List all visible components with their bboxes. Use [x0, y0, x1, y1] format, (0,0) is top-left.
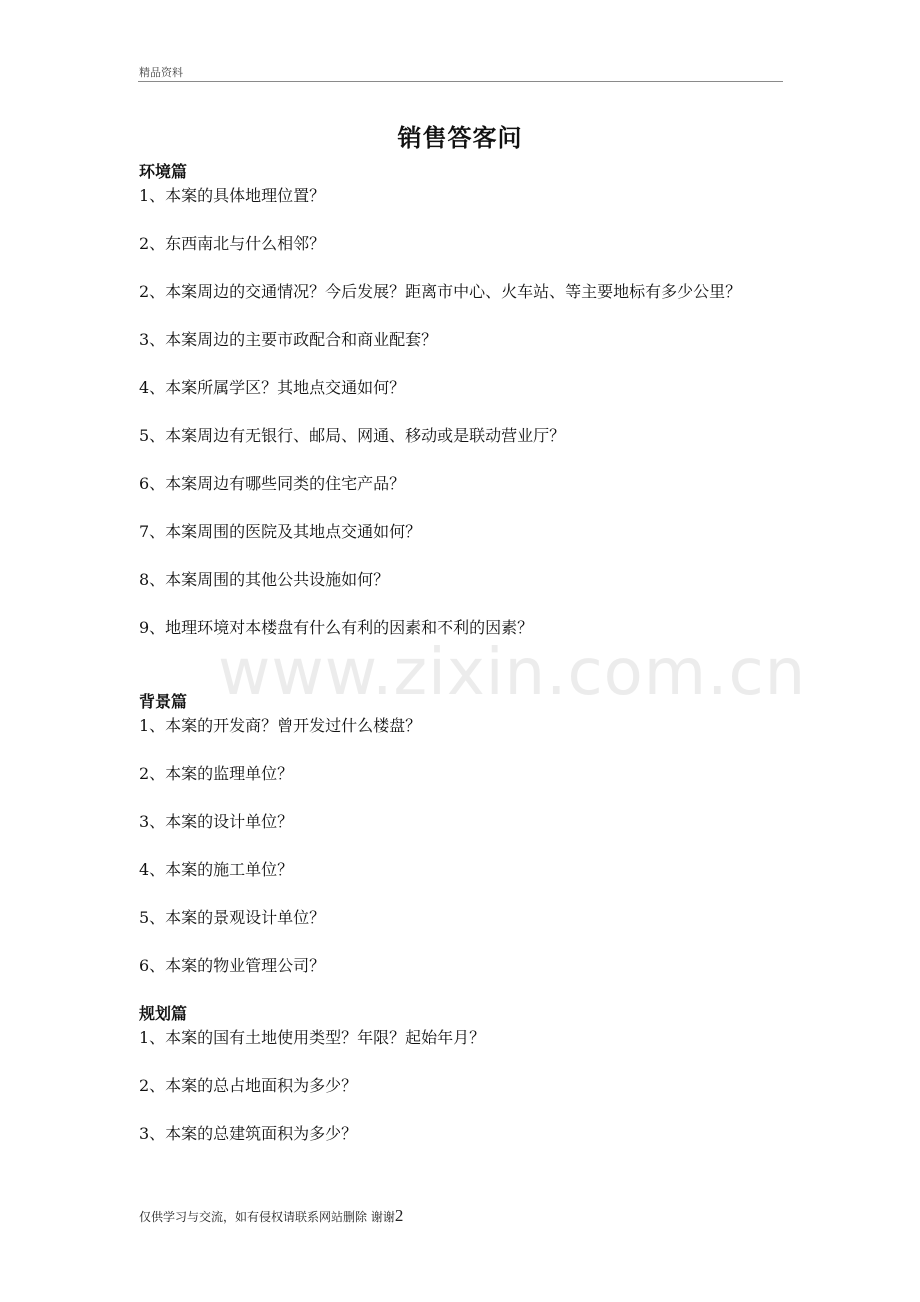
section-planning	[139, 1002, 789, 1170]
footer-note: 仅供学习与交流，如有侵权请联系网站删除 谢谢	[139, 1210, 395, 1224]
header-label: 精品资料	[139, 66, 183, 79]
page-number: 2	[394, 1206, 404, 1225]
question-item: 9、地理环境对本楼盘有什么有利的因素和不利的因素？	[139, 618, 534, 637]
watermark: www.zixin.com.cn	[218, 636, 807, 710]
section-heading: 背景篇	[139, 692, 188, 711]
question-item: 6、本案的物业管理公司？	[139, 956, 326, 975]
question-item: 4、本案的施工单位？	[139, 860, 294, 879]
question-item: 1、本案的开发商？曾开发过什么楼盘？	[139, 716, 422, 735]
section-heading: 环境篇	[139, 162, 188, 181]
question-list	[139, 1026, 789, 1146]
document-title: 销售答客问	[397, 124, 523, 152]
section-environment	[139, 160, 789, 664]
question-item: 7、本案周围的医院及其地点交通如何？	[139, 522, 422, 541]
question-item: 3、本案周边的主要市政配合和商业配套？	[139, 330, 438, 349]
footer	[139, 1206, 403, 1226]
question-item: 6、本案周边有哪些同类的住宅产品？	[139, 474, 406, 493]
question-item: 2、本案的总占地面积为多少？	[139, 1076, 358, 1095]
question-item: 5、本案周边有无银行、邮局、网通、移动或是联动营业厅？	[139, 426, 566, 445]
question-list	[139, 184, 789, 640]
question-item: 2、本案的监理单位？	[139, 764, 294, 783]
question-item: 8、本案周围的其他公共设施如何？	[139, 570, 390, 589]
question-item: 1、本案的具体地理位置？	[139, 186, 326, 205]
question-item: 3、本案的总建筑面积为多少？	[139, 1124, 358, 1143]
question-list	[139, 714, 789, 978]
question-item: 3、本案的设计单位？	[139, 812, 294, 831]
section-background	[139, 690, 789, 1002]
question-item: 4、本案所属学区？其地点交通如何？	[139, 378, 406, 397]
header-divider	[138, 81, 783, 82]
question-item: 2、东西南北与什么相邻？	[139, 234, 326, 253]
section-heading: 规划篇	[139, 1004, 188, 1023]
question-item: 5、本案的景观设计单位？	[139, 908, 326, 927]
question-item: 2、本案周边的交通情况？今后发展？距离市中心、火车站、等主要地标有多少公里？	[139, 282, 742, 301]
question-item: 1、本案的国有土地使用类型？年限？起始年月？	[139, 1028, 486, 1047]
